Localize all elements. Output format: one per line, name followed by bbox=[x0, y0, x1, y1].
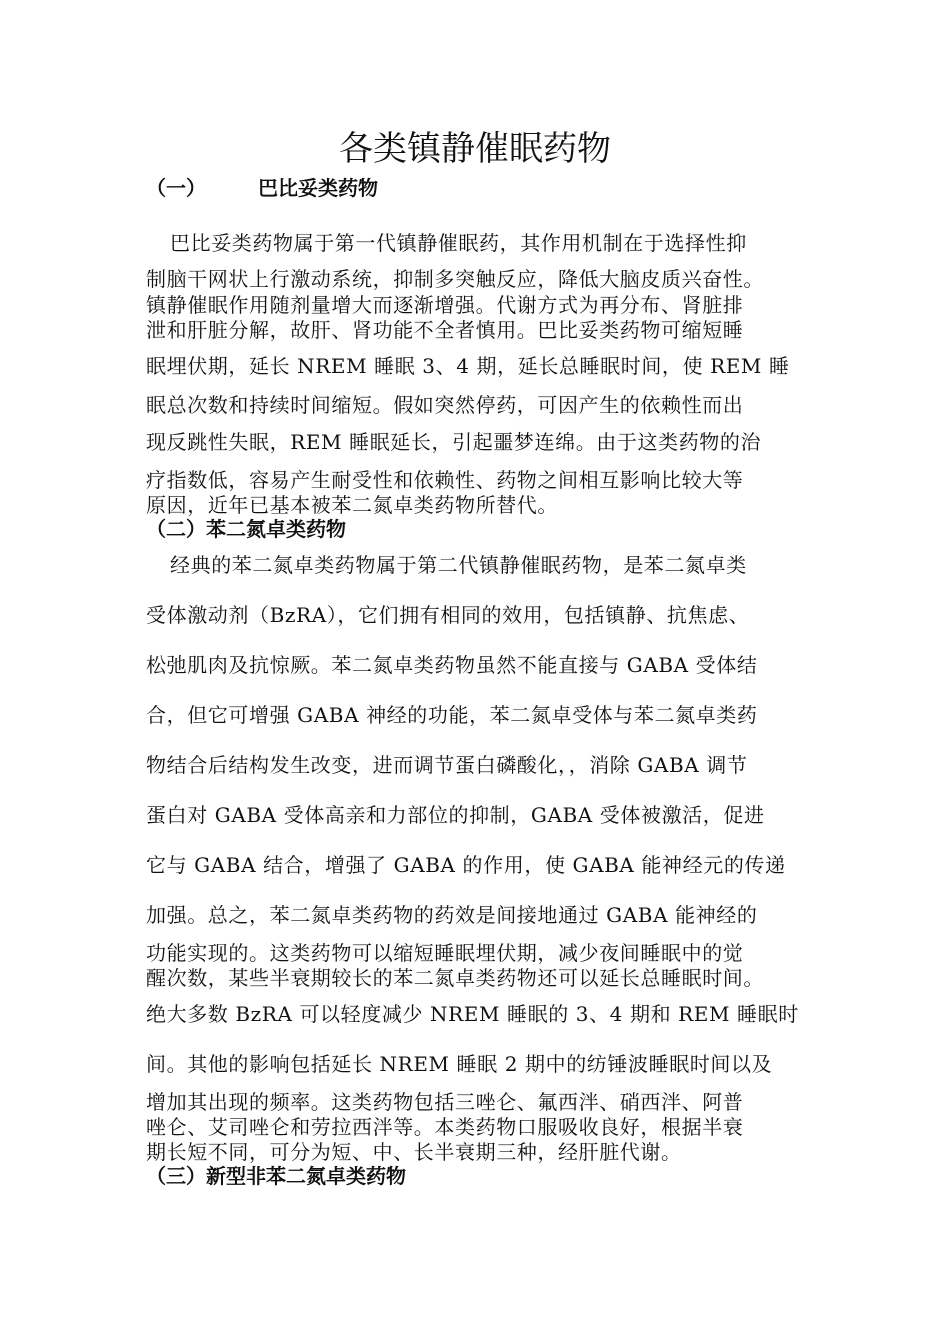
paragraph-2-line: 它与 GABA 结合，增强了 GABA 的作用，使 GABA 能神经元的传递 bbox=[146, 853, 786, 877]
paragraph-2-line: 唑仑、艾司唑仑和劳拉西泮等。本类药物口服吸收良好，根据半衰 bbox=[146, 1115, 744, 1139]
paragraph-2-line: 加强。总之，苯二氮卓类药物的药效是间接地通过 GABA 能神经的 bbox=[146, 903, 758, 927]
paragraph-1-line: 巴比妥类药物属于第一代镇静催眠药，其作用机制在于选择性抑 bbox=[170, 231, 747, 255]
paragraph-2-line: 物结合后结构发生改变，进而调节蛋白磷酸化，，消除 GABA 调节 bbox=[146, 753, 748, 777]
paragraph-2-line: 间。其他的影响包括延长 NREM 睡眠 2 期中的纺锤波睡眠时间以及 bbox=[146, 1052, 773, 1076]
paragraph-2-line: 期长短不同，可分为短、中、长半衰期三种，经肝脏代谢。 bbox=[146, 1140, 682, 1164]
section-1-heading bbox=[146, 175, 378, 201]
paragraph-1-line: 眠埋伏期，延长 NREM 睡眠 3、4 期，延长总睡眠时间，使 REM 睡 bbox=[146, 354, 790, 378]
paragraph-1-line: 泄和肝脏分解，故肝、肾功能不全者慎用。巴比妥类药物可缩短睡 bbox=[146, 318, 744, 342]
section-2-heading: （二）苯二氮卓类药物 bbox=[146, 517, 346, 541]
paragraph-2-line: 蛋白对 GABA 受体高亲和力部位的抑制，GABA 受体被激活，促进 bbox=[146, 803, 765, 827]
paragraph-2-line: 松弛肌肉及抗惊厥。苯二氮卓类药物虽然不能直接与 GABA 受体结 bbox=[146, 653, 758, 677]
paragraph-1-line: 制脑干网状上行激动系统，抑制多突触反应，降低大脑皮质兴奋性。 bbox=[146, 267, 764, 291]
page-title: 各类镇静催眠药物 bbox=[339, 129, 611, 169]
paragraph-1-line: 眠总次数和持续时间缩短。假如突然停药，可因产生的依赖性而出 bbox=[146, 393, 744, 417]
section-3-heading: （三）新型非苯二氮卓类药物 bbox=[146, 1164, 406, 1188]
paragraph-2-line: 经典的苯二氮卓类药物属于第二代镇静催眠药物，是苯二氮卓类 bbox=[170, 553, 747, 577]
paragraph-2-line: 功能实现的。这类药物可以缩短睡眠埋伏期，减少夜间睡眠中的觉 bbox=[146, 941, 744, 965]
paragraph-2-line: 增加其出现的频率。这类药物包括三唑仑、氟西泮、硝西泮、阿普 bbox=[146, 1090, 744, 1114]
paragraph-1-line: 疗指数低，容易产生耐受性和依赖性、药物之间相互影响比较大等 bbox=[146, 468, 744, 492]
paragraph-2-line: 合，但它可增强 GABA 神经的功能，苯二氮卓受体与苯二氮卓类药 bbox=[146, 703, 758, 727]
paragraph-2-line: 受体激动剂（BzRA），它们拥有相同的效用，包括镇静、抗焦虑、 bbox=[146, 603, 750, 627]
paragraph-2-line: 绝大多数 BzRA 可以轻度减少 NREM 睡眠的 3、4 期和 REM 睡眠时 bbox=[146, 1002, 799, 1026]
paragraph-2-line: 醒次数，某些半衰期较长的苯二氮卓类药物还可以延长总睡眠时间。 bbox=[146, 966, 764, 990]
paragraph-1-line: 镇静催眠作用随剂量增大而逐渐增强。代谢方式为再分布、肾脏排 bbox=[146, 293, 744, 317]
section-1-number: （一） bbox=[146, 176, 206, 200]
section-1-title: 巴比妥类药物 bbox=[258, 176, 378, 200]
paragraph-1-line: 现反跳性失眠，REM 睡眠延长，引起噩梦连绵。由于这类药物的治 bbox=[146, 430, 762, 454]
paragraph-1-line: 原因，近年已基本被苯二氮卓类药物所替代。 bbox=[146, 493, 558, 517]
